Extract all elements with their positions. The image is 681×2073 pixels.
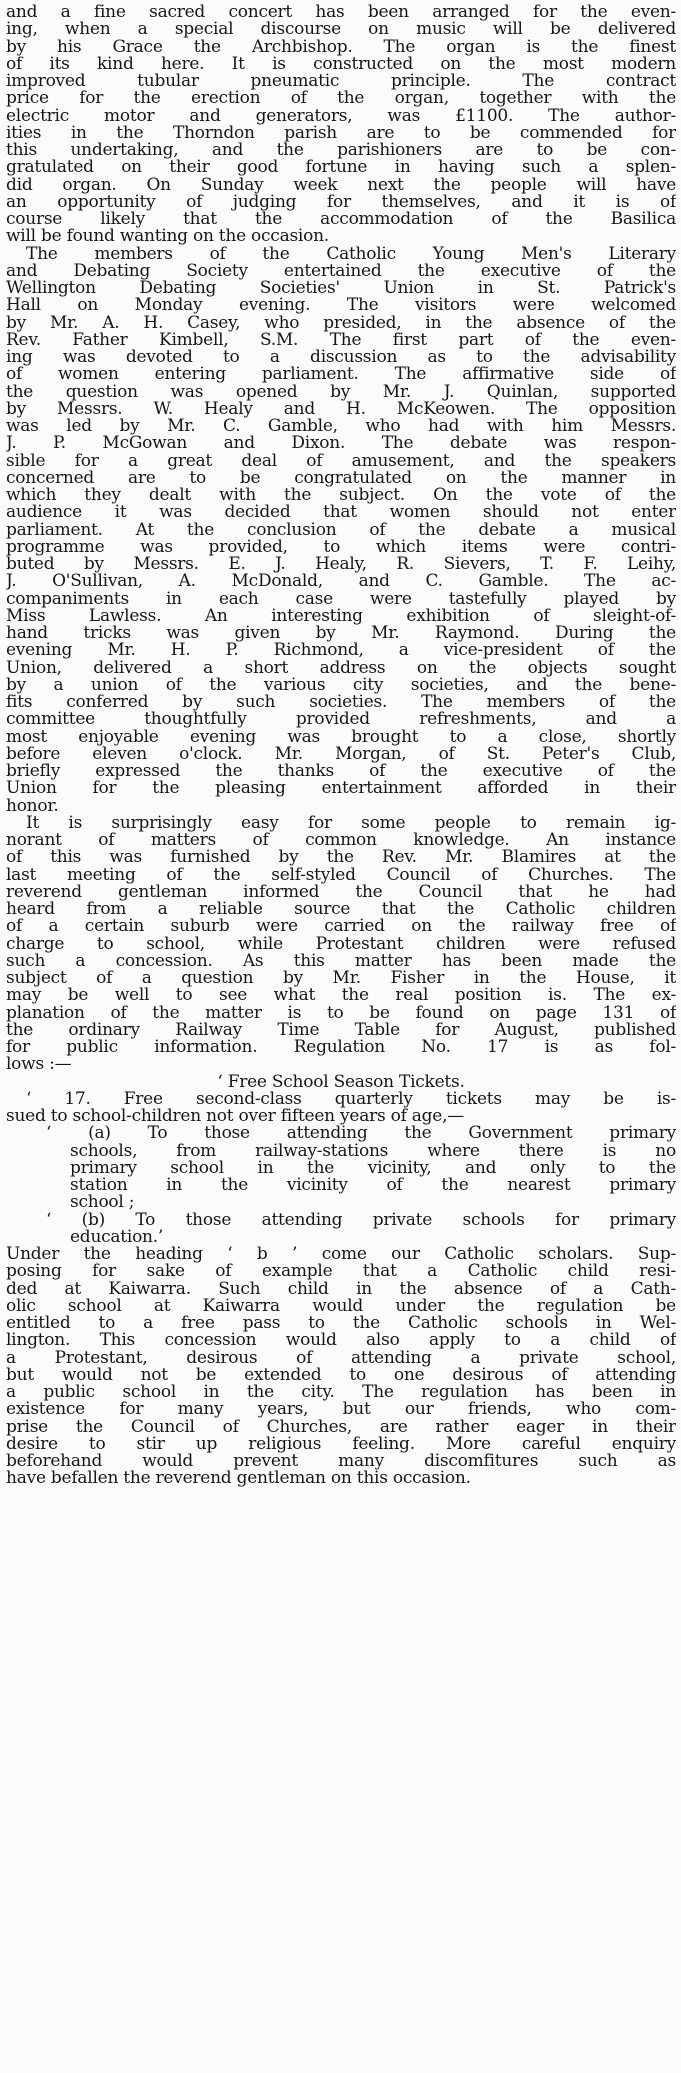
text-line: was led by Mr. C. Gamble, who had with him Messrs. [6, 418, 676, 436]
text-line: may be well to see what the real position is. The ex- [6, 987, 676, 1005]
regulation-item-a-line: primary school in the vicinity, and only to the [70, 1159, 676, 1177]
text-line: planation of the matter is to be found on page 131 of [6, 1004, 676, 1022]
text-line: the ordinary Railway Time Table for August, published [6, 1021, 676, 1039]
text-line: prise the Council of Churches, are rather eager in their [6, 1418, 676, 1436]
text-line: ities in the Thorndon parish are to be commended for [6, 124, 676, 142]
text-line: but would not be extended to one desirous of attending [6, 1366, 676, 1384]
text-line: course likely that the accommodation of the Basilica [6, 211, 676, 229]
paragraph-ignorance [6, 815, 676, 1074]
text-line: existence for many years, but our friends, who com- [6, 1401, 676, 1419]
text-line: norant of matters of common knowledge. An instance [6, 832, 676, 850]
text-line: most enjoyable evening was brought to a close, shortly [6, 728, 676, 746]
text-line: improved tubular pneumatic principle. The contract [6, 73, 676, 91]
text-line: The members of the Catholic Young Men's Literary [26, 245, 676, 263]
text-line: by Mr. A. H. Casey, who presided, in the absence of the [6, 314, 676, 332]
text-line: which they dealt with the subject. On the vote of the [6, 487, 676, 505]
text-line: subject of a question by Mr. Fisher in the House, it [6, 970, 676, 988]
text-line: J. O'Sullivan, A. McDonald, and C. Gamble. The ac- [6, 573, 676, 591]
text-line: by a union of the various city societies, and the bene- [6, 676, 676, 694]
text-line: olic school at Kaiwarra would under the regulation be [6, 1297, 676, 1315]
text-line: price for the erection of the organ, together with the [6, 90, 676, 108]
text-line: committee thoughtfully provided refreshments, and a [6, 711, 676, 729]
text-line: of its kind here. It is constructed on the most modern [6, 55, 676, 73]
text-line: lows :— [6, 1056, 72, 1074]
text-line: posing for sake of example that a Catholic child resi- [6, 1263, 676, 1281]
paragraph-organ [6, 4, 676, 246]
text-line: did organ. On Sunday week next the people will have [6, 176, 676, 194]
text-line: a public school in the city. The regulation has been in [6, 1384, 676, 1402]
text-line: companiments in each case were tastefully played by [6, 590, 676, 608]
text-line: It is surprisingly easy for some people to remain ig- [26, 814, 676, 832]
text-line: this undertaking, and the parishioners are to be con- [6, 142, 676, 160]
regulation-heading: ‘ Free School Season Tickets. [217, 1073, 465, 1091]
text-line: honor. [6, 797, 59, 815]
text-line: and Debating Society entertained the executive of the [6, 262, 676, 280]
text-line: Hall on Monday evening. The visitors were welcomed [6, 297, 676, 315]
regulation-item-a-line: schools, from railway-stations where there is no [70, 1142, 676, 1160]
article-column [6, 4, 676, 1488]
regulation-rule-line: sued to school-children not over fifteen years of age,— [6, 1108, 464, 1126]
text-line: J. P. McGowan and Dixon. The debate was respon- [6, 435, 676, 453]
text-line: charge to school, while Protestant children were refused [6, 935, 676, 953]
text-line: Union, delivered a short address on the objects sought [6, 659, 676, 677]
text-line: desire to stir up religious feeling. More careful enquiry [6, 1435, 676, 1453]
text-line: lington. This concession would also apply to a child of [6, 1332, 676, 1350]
text-line: Rev. Father Kimbell, S.M. The first part of the even- [6, 331, 676, 349]
regulation-item-b-line: ‘ (b) To those attending private schools for primary [46, 1211, 676, 1229]
text-line: will be found wanting on the occasion. [6, 228, 329, 246]
regulation-rule-line: ‘ 17. Free second-class quarterly tickets may be is- [26, 1090, 676, 1108]
text-line: for public information. Regulation No. 17 is as fol- [6, 1039, 676, 1057]
text-line: evening Mr. H. P. Richmond, a vice-president of the [6, 642, 676, 660]
text-line: have befallen the reverend gentleman on this occasion. [6, 1470, 471, 1488]
text-line: the question was opened by Mr. J. Quinlan, supported [6, 383, 676, 401]
text-line: parliament. At the conclusion of the debate a musical [6, 521, 676, 539]
text-line: of this was furnished by the Rev. Mr. Blamires at the [6, 849, 676, 867]
text-line: ded at Kaiwarra. Such child in the absence of a Cath- [6, 1280, 676, 1298]
regulation-item-a-line: school ; [70, 1194, 135, 1212]
regulation-item-a-line: ‘ (a) To those attending the Government primary [46, 1125, 676, 1143]
text-line: sible for a great deal of amusement, and the speakers [6, 452, 676, 470]
text-line: by Messrs. W. Healy and H. McKeowen. The opposition [6, 400, 676, 418]
text-line: reverend gentleman informed the Council that he had [6, 883, 676, 901]
text-line: concerned are to be congratulated on the manner in [6, 469, 676, 487]
text-line: an opportunity of judging for themselves, and it is of [6, 193, 676, 211]
text-line: heard from a reliable source that the Catholic children [6, 901, 676, 919]
regulation-item-b-line: education.’ [70, 1228, 164, 1246]
text-line: Wellington Debating Societies' Union in St. Patrick's [6, 280, 676, 298]
paragraph-debate [6, 246, 676, 815]
text-line: by his Grace the Archbishop. The organ is the finest [6, 38, 676, 56]
text-line: beforehand would prevent many discomfitures such as [6, 1453, 676, 1471]
paragraph-closing [6, 1246, 676, 1488]
text-line: Miss Lawless. An interesting exhibition of sleight-of- [6, 607, 676, 625]
text-line: ing was devoted to a discussion as to the advisability [6, 349, 676, 367]
text-line: programme was provided, to which items were contri- [6, 538, 676, 556]
text-line: of women entering parliament. The affirmative side of [6, 366, 676, 384]
text-line: briefly expressed the thanks of the executive of the [6, 763, 676, 781]
text-line: audience it was decided that women should not enter [6, 504, 676, 522]
text-line: fits conferred by such societies. The members of the [6, 694, 676, 712]
text-line: such a concession. As this matter has been made the [6, 952, 676, 970]
text-line: a Protestant, desirous of attending a private school, [6, 1349, 676, 1367]
text-line: Under the heading ‘ b ’ come our Catholic scholars. Sup- [6, 1246, 676, 1264]
text-line: and a fine sacred concert has been arranged for the even- [6, 4, 676, 22]
regulation-block [6, 1074, 676, 1247]
text-line: before eleven o'clock. Mr. Morgan, of St. Peter's Club, [6, 745, 676, 763]
text-line: of a certain suburb were carried on the railway free of [6, 918, 676, 936]
text-line: entitled to a free pass to the Catholic schools in Wel- [6, 1315, 676, 1333]
text-line: Union for the pleasing entertainment afforded in their [6, 780, 676, 798]
text-line: hand tricks was given by Mr. Raymond. During the [6, 625, 676, 643]
text-line: last meeting of the self-styled Council of Churches. The [6, 866, 676, 884]
text-line: electric motor and generators, was £1100. The author- [6, 107, 676, 125]
regulation-item-a-line: station in the vicinity of the nearest primary [70, 1177, 676, 1195]
text-line: ing, when a special discourse on music will be delivered [6, 21, 676, 39]
text-line: gratulated on their good fortune in having such a splen- [6, 159, 676, 177]
text-line: buted by Messrs. E. J. Healy, R. Sievers, T. F. Leihy, [6, 556, 676, 574]
